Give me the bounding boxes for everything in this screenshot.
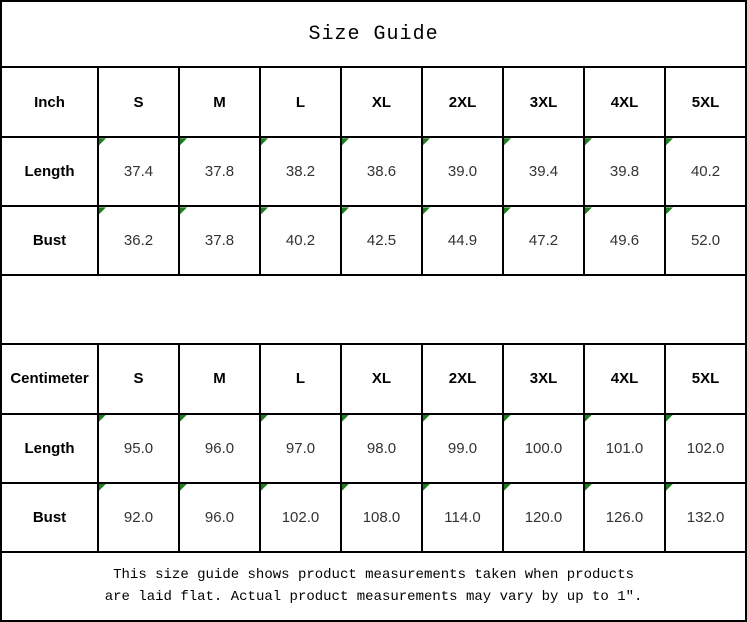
footer-note-line-1: This size guide shows product measurements taken when products: [113, 567, 634, 584]
flag-triangle-icon: [99, 207, 106, 214]
flag-triangle-icon: [585, 415, 592, 422]
measurement-cell: [260, 483, 341, 552]
measurement-value: 126.0: [605, 508, 644, 526]
size-header-cell: 4XL: [584, 344, 665, 414]
flag-triangle-icon: [666, 207, 673, 214]
measurement-value: 52.0: [690, 232, 721, 250]
measurement-value: 38.2: [285, 163, 316, 181]
cm-bust-row: [1, 483, 746, 552]
size-header-cell: XL: [341, 67, 422, 137]
flag-triangle-icon: [423, 138, 430, 145]
measurement-cell: [260, 206, 341, 275]
measurement-value: 37.4: [123, 163, 154, 181]
row-label-cell: Length: [1, 414, 98, 483]
flag-triangle-icon: [585, 207, 592, 214]
measurement-value: 37.8: [204, 163, 235, 181]
measurement-cell: [422, 414, 503, 483]
flag-triangle-icon: [666, 415, 673, 422]
page-title: Size Guide: [1, 1, 746, 67]
measurement-cell: [98, 206, 179, 275]
size-header-cell: 3XL: [503, 344, 584, 414]
measurement-value: 38.6: [366, 163, 397, 181]
measurement-cell: [179, 137, 260, 206]
measurement-value: 95.0: [123, 439, 154, 457]
flag-triangle-icon: [261, 207, 268, 214]
flag-triangle-icon: [666, 138, 673, 145]
flag-triangle-icon: [99, 484, 106, 491]
measurement-value: 39.0: [447, 163, 478, 181]
measurement-cell: [98, 137, 179, 206]
size-header-cell: M: [179, 344, 260, 414]
measurement-value: 44.9: [447, 232, 478, 250]
flag-triangle-icon: [99, 415, 106, 422]
measurement-cell: [179, 414, 260, 483]
measurement-cell: [665, 137, 746, 206]
measurement-cell: [260, 137, 341, 206]
size-header-cell: S: [98, 344, 179, 414]
measurement-cell: [665, 206, 746, 275]
measurement-value: 39.8: [609, 163, 640, 181]
size-header-cell: 4XL: [584, 67, 665, 137]
measurement-cell: [341, 137, 422, 206]
size-header-cell: 5XL: [665, 67, 746, 137]
size-header-cell: 5XL: [665, 344, 746, 414]
measurement-cell: [665, 414, 746, 483]
spacer-cell: [1, 275, 746, 343]
measurement-value: 36.2: [123, 232, 154, 250]
flag-triangle-icon: [342, 484, 349, 491]
flag-triangle-icon: [180, 415, 187, 422]
measurement-cell: [341, 483, 422, 552]
measurement-cell: [341, 206, 422, 275]
measurement-value: 99.0: [447, 439, 478, 457]
row-label-cell: Length: [1, 137, 98, 206]
measurement-cell: [503, 483, 584, 552]
measurement-value: 40.2: [690, 163, 721, 181]
measurement-value: 102.0: [686, 439, 725, 457]
flag-triangle-icon: [504, 415, 511, 422]
flag-triangle-icon: [423, 484, 430, 491]
measurement-value: 100.0: [524, 439, 563, 457]
measurement-value: 132.0: [686, 508, 725, 526]
measurement-cell: [584, 483, 665, 552]
measurement-value: 98.0: [366, 439, 397, 457]
measurement-cell: [584, 137, 665, 206]
measurement-value: 92.0: [123, 508, 154, 526]
measurement-value: 114.0: [444, 508, 481, 526]
flag-triangle-icon: [180, 207, 187, 214]
measurement-cell: [98, 483, 179, 552]
measurement-cell: [179, 483, 260, 552]
measurement-cell: [422, 206, 503, 275]
measurement-value: 47.2: [528, 232, 559, 250]
measurement-value: 97.0: [285, 439, 316, 457]
flag-triangle-icon: [180, 138, 187, 145]
size-header-cell: L: [260, 67, 341, 137]
measurement-value: 108.0: [362, 508, 401, 526]
measurement-value: 120.0: [524, 508, 563, 526]
measurement-cell: [503, 414, 584, 483]
measurement-value: 96.0: [204, 508, 235, 526]
inch-header-row: [1, 67, 746, 137]
size-header-cell: 3XL: [503, 67, 584, 137]
measurement-value: 39.4: [528, 163, 559, 181]
flag-triangle-icon: [423, 207, 430, 214]
measurement-cell: [584, 414, 665, 483]
measurement-cell: [665, 483, 746, 552]
flag-triangle-icon: [585, 138, 592, 145]
footer-note: [1, 552, 746, 621]
size-header-cell: XL: [341, 344, 422, 414]
cm-header-row: [1, 344, 746, 414]
measurement-cell: [260, 414, 341, 483]
measurement-cell: [341, 414, 422, 483]
inch-length-row: [1, 137, 746, 206]
flag-triangle-icon: [423, 415, 430, 422]
measurement-cell: [503, 137, 584, 206]
flag-triangle-icon: [504, 207, 511, 214]
measurement-cell: [179, 206, 260, 275]
measurement-cell: [422, 137, 503, 206]
row-label-cell: Bust: [1, 206, 98, 275]
row-label-cell: Bust: [1, 483, 98, 552]
size-header-cell: 2XL: [422, 344, 503, 414]
measurement-cell: [422, 483, 503, 552]
measurement-value: 96.0: [204, 439, 235, 457]
size-header-cell: S: [98, 67, 179, 137]
flag-triangle-icon: [261, 415, 268, 422]
flag-triangle-icon: [342, 207, 349, 214]
flag-triangle-icon: [585, 484, 592, 491]
size-header-cell: L: [260, 344, 341, 414]
unit-header-cell-centimeter: Centimeter: [1, 344, 98, 414]
spacer-row: [1, 275, 746, 343]
flag-triangle-icon: [99, 138, 106, 145]
footer-note-line-2: are laid flat. Actual product measurements may vary by up to 1″.: [104, 589, 643, 606]
flag-triangle-icon: [261, 484, 268, 491]
flag-triangle-icon: [504, 484, 511, 491]
cm-length-row: [1, 414, 746, 483]
measurement-cell: [584, 206, 665, 275]
measurement-cell: [98, 414, 179, 483]
flag-triangle-icon: [180, 484, 187, 491]
measurement-value: 42.5: [366, 232, 397, 250]
size-header-cell: 2XL: [422, 67, 503, 137]
measurement-cell: [503, 206, 584, 275]
footer-row: [1, 552, 746, 621]
measurement-value: 101.0: [605, 439, 644, 457]
flag-triangle-icon: [666, 484, 673, 491]
flag-triangle-icon: [504, 138, 511, 145]
flag-triangle-icon: [342, 138, 349, 145]
measurement-value: 49.6: [609, 232, 640, 250]
size-header-cell: M: [179, 67, 260, 137]
measurement-value: 40.2: [285, 232, 316, 250]
flag-triangle-icon: [261, 138, 268, 145]
inch-bust-row: [1, 206, 746, 275]
title-row: [1, 1, 746, 67]
measurement-value: 102.0: [281, 508, 320, 526]
flag-triangle-icon: [342, 415, 349, 422]
measurement-value: 37.8: [204, 232, 235, 250]
unit-header-cell-inch: Inch: [1, 67, 98, 137]
